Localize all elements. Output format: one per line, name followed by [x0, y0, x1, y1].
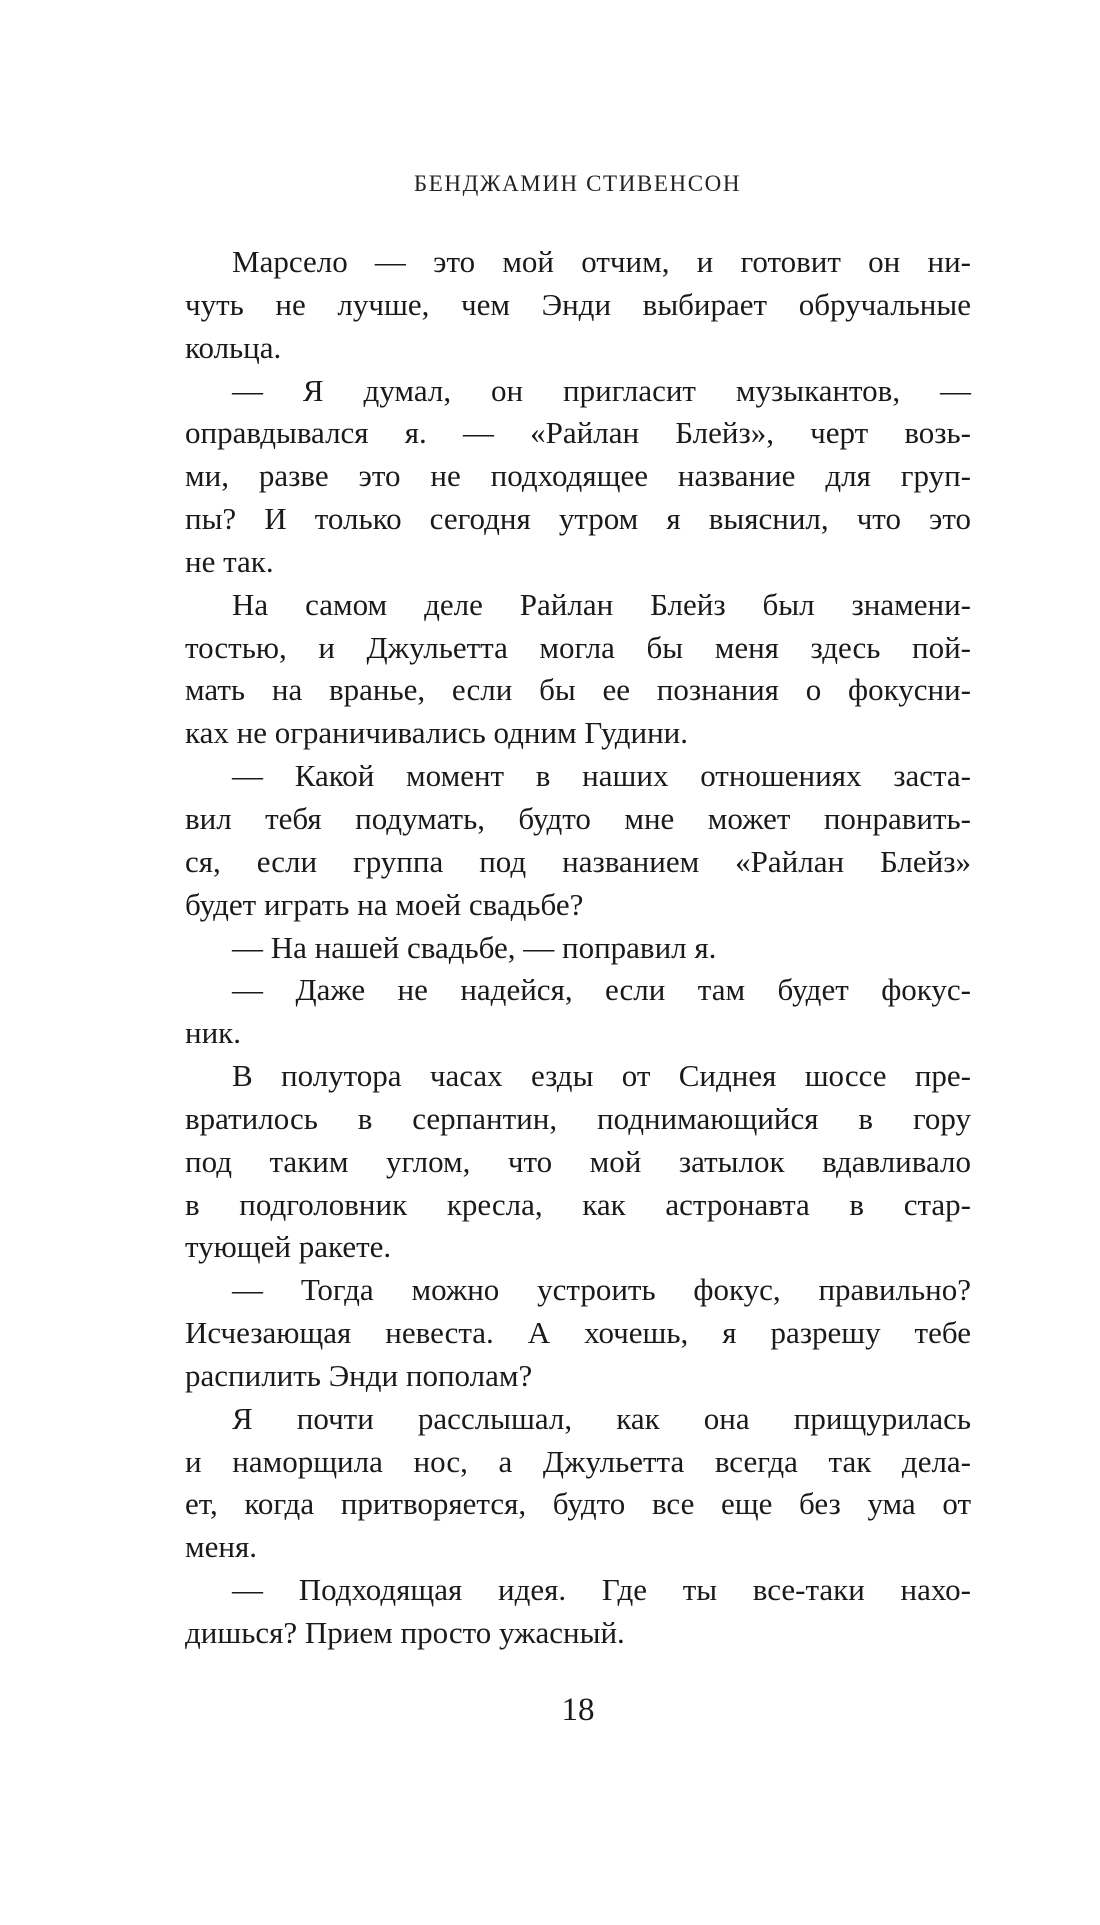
text-line: — Какой момент в наших отношениях заста- [232, 758, 971, 794]
running-header-author: БЕНДЖАМИН СТИВЕНСОН [413, 171, 742, 196]
text-line: будет играть на моей свадьбе? [185, 886, 584, 922]
text-line: ся, если группа под названием «Райлан Блейз» [185, 843, 971, 879]
paragraph [185, 1054, 971, 1268]
text-line: и наморщила нос, а Джульетта всегда так дела- [185, 1443, 971, 1479]
text-line: оправдывался я. — «Райлан Блейз», черт возь- [185, 415, 971, 451]
text-line: пы? И только сегодня утром я выяснил, что это [185, 501, 971, 537]
text-line: не так. [185, 543, 274, 579]
text-line: ет, когда притворяется, будто все еще без ума от [185, 1486, 971, 1522]
text-line: под таким углом, что мой затылок вдавливало [185, 1143, 971, 1179]
text-line: кольца. [185, 329, 282, 365]
text-line: — Тогда можно устроить фокус, правильно? [232, 1272, 971, 1308]
text-line: На самом деле Райлан Блейз был знамени- [232, 586, 971, 622]
text-line: меня. [185, 1529, 257, 1565]
text-line: ник. [185, 1015, 241, 1051]
text-line: ми, разве это не подходящее название для груп- [185, 458, 971, 494]
text-line: в подголовник кресла, как астронавта в стар- [185, 1186, 971, 1222]
text-line: тостью, и Джульетта могла бы меня здесь пой- [185, 629, 971, 665]
paragraph [185, 1568, 971, 1654]
paragraph [185, 1397, 971, 1568]
text-line: В полутора часах езды от Сиднея шоссе пре- [232, 1058, 971, 1094]
body-text [185, 240, 971, 1654]
text-line: Марсело — это мой отчим, и готовит он ни- [232, 244, 971, 279]
text-line: мать на вранье, если бы ее познания о фокусни- [185, 672, 971, 708]
text-line: — Подходящая идея. Где ты все-таки нахо- [232, 1572, 971, 1608]
paragraph [185, 1268, 971, 1397]
text-line: Исчезающая невеста. А хочешь, я разрешу тебе [185, 1315, 971, 1351]
paragraph [185, 369, 971, 583]
text-line: ках не ограничивались одним Гудини. [185, 715, 689, 751]
paragraph [185, 926, 971, 969]
text-line: — Даже не надейся, если там будет фокус- [232, 972, 971, 1008]
text-line: — Я думал, он пригласит музыкантов, — [232, 372, 971, 408]
paragraph [185, 240, 971, 369]
paragraph [185, 583, 971, 754]
text-line: вратилось в серпантин, поднимающийся в гору [185, 1100, 971, 1136]
text-line: тующей ракете. [185, 1229, 392, 1265]
text-line: вил тебя подумать, будто мне может понравить- [185, 800, 971, 836]
page-number: 18 [561, 1692, 595, 1728]
text-line: распилить Энди пополам? [185, 1357, 533, 1393]
text-line: — На нашей свадьбе, — поправил я. [232, 929, 717, 965]
paragraph [185, 754, 971, 925]
text-line: чуть не лучше, чем Энди выбирает обручальные [185, 286, 971, 322]
text-line: дишься? Прием просто ужасный. [185, 1615, 625, 1650]
paragraph [185, 968, 971, 1054]
text-line: Я почти расслышал, как она прищурилась [232, 1400, 971, 1436]
